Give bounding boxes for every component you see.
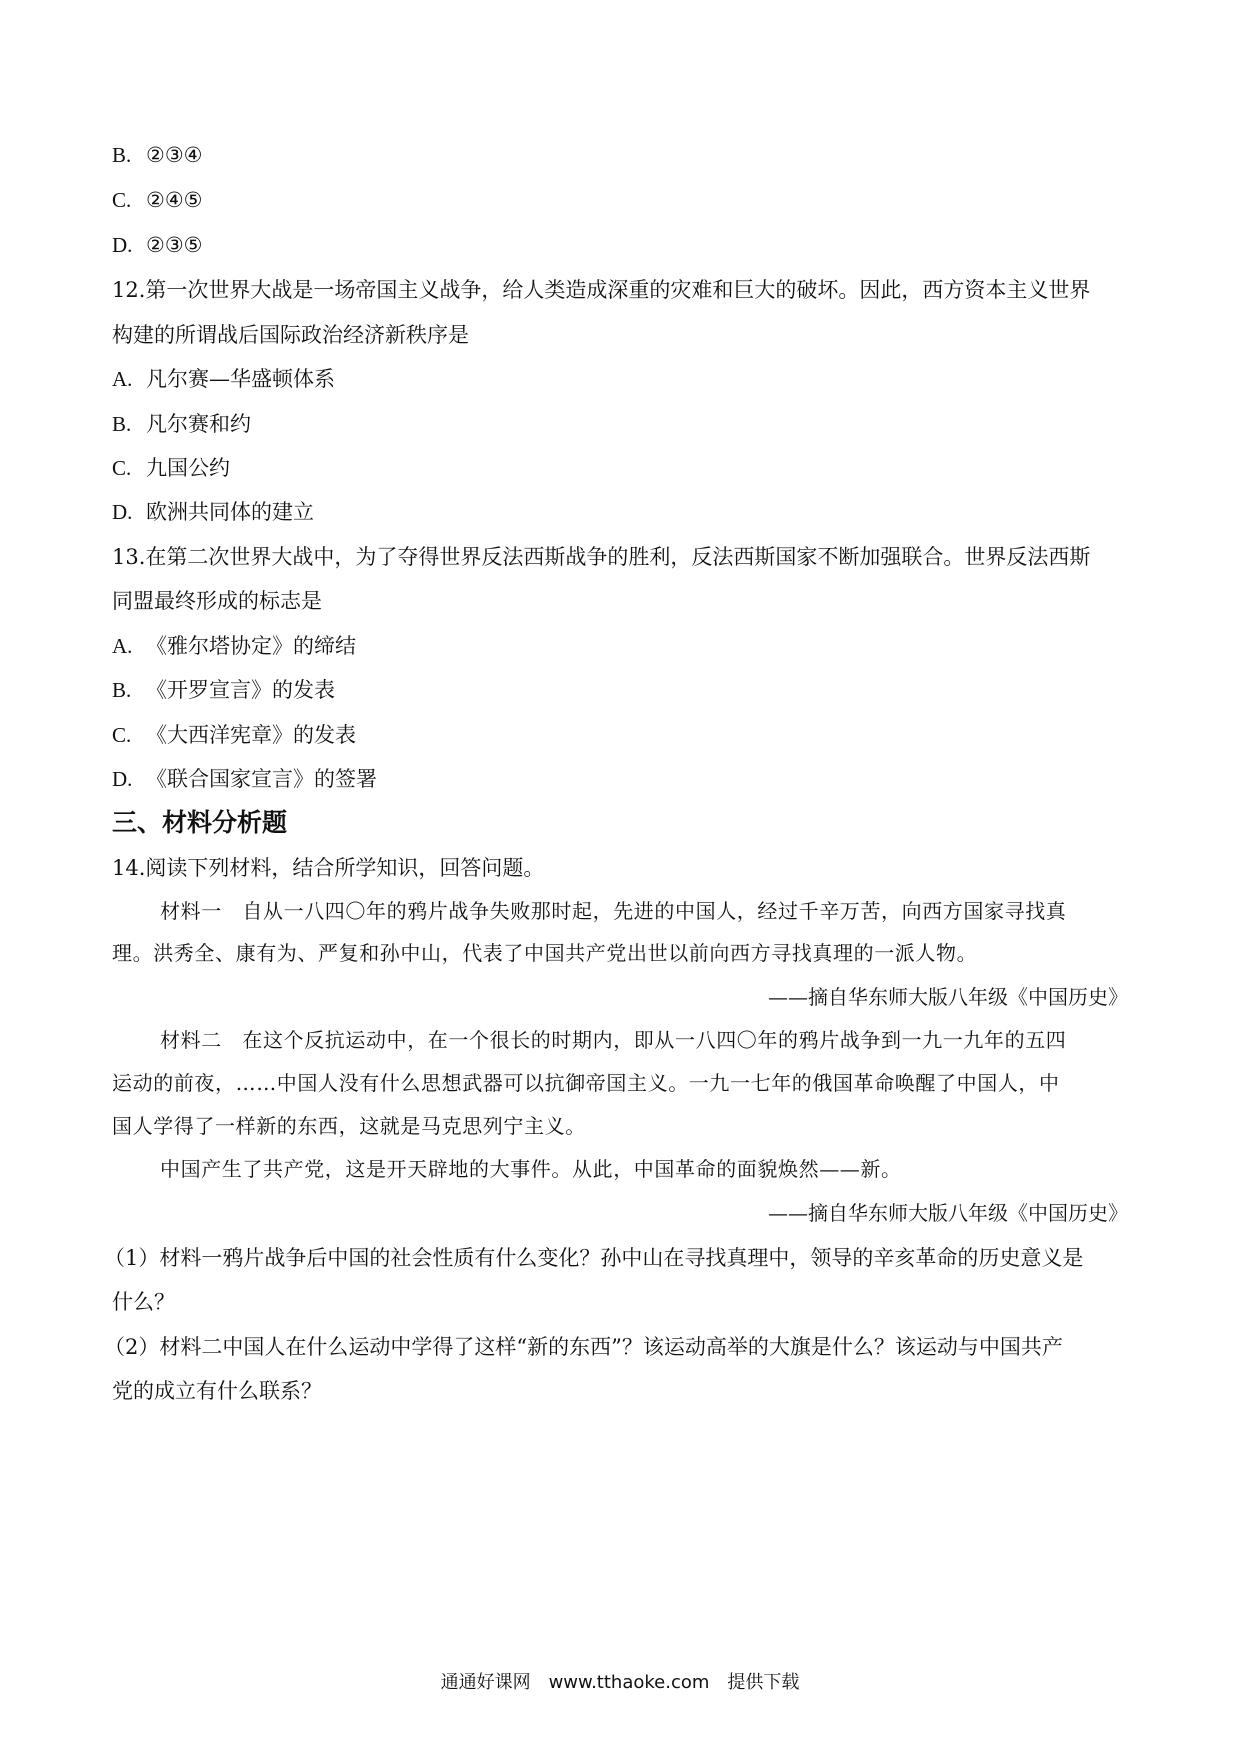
material1-line1: 材料一 自从一八四〇年的鸦片战争失败那时起，先进的中国人，经过千辛万苦，向西方国家寻找真 xyxy=(160,899,1067,923)
option-text: 《大西洋宪章》的发表 xyxy=(146,723,356,747)
q12-option-a xyxy=(112,364,335,394)
option-letter: A. xyxy=(112,367,133,391)
option-letter: B. xyxy=(112,143,132,167)
option-text: 欧洲共同体的建立 xyxy=(146,500,314,524)
q12-option-d xyxy=(112,497,314,527)
q14-sub1-line1: （1）材料一鸦片战争后中国的社会性质有什么变化？孙中山在寻找真理中，领导的辛亥革命的历史意义是 xyxy=(104,1246,1084,1270)
option-text: 《开罗宣言》的发表 xyxy=(146,678,335,702)
material2-line1: 材料二 在这个反抗运动中，在一个很长的时期内，即从一八四〇年的鸦片战争到一九一九年的五四 xyxy=(160,1028,1067,1052)
q14-sub2-line1: （2）材料二中国人在什么运动中学得了这样“新的东西”？该运动高举的大旗是什么？该运动与中国共产 xyxy=(104,1335,1063,1359)
material2-line2: 运动的前夜，……中国人没有什么思想武器可以抗御帝国主义。一九一七年的俄国革命唤醒了中国人，中 xyxy=(112,1071,1060,1095)
section-title: 三、材料分析题 xyxy=(112,808,288,837)
q12-option-c xyxy=(112,453,230,483)
option-text: 《雅尔塔协定》的缔结 xyxy=(146,634,356,658)
material2-source: ——摘自华东师大版八年级《中国历史》 xyxy=(768,1201,1128,1225)
option-letter: C. xyxy=(112,456,132,480)
q13-option-b xyxy=(112,675,335,705)
option-text: 《联合国家宣言》的签署 xyxy=(146,767,377,791)
q13-option-d xyxy=(112,764,377,794)
option-letter: B. xyxy=(112,412,132,436)
q12-option-b xyxy=(112,409,251,439)
q11-option-c xyxy=(112,185,202,215)
material2-line4: 中国产生了共产党，这是开天辟地的大事件。从此，中国革命的面貌焕然——新。 xyxy=(160,1157,902,1181)
q11-option-b xyxy=(112,140,202,170)
material1-line2: 理。洪秀全、康有为、严复和孙中山，代表了中国共产党出世以前向西方寻找真理的一派人物。 xyxy=(112,941,978,965)
option-text: ②④⑤ xyxy=(146,188,203,212)
q14-sub2-line2: 党的成立有什么联系？ xyxy=(112,1379,322,1403)
option-text: ②③⑤ xyxy=(146,233,203,257)
q13-stem-line1: 13.在第二次世界大战中，为了夺得世界反法西斯战争的胜利，反法西斯国家不断加强联合。世界反法西斯 xyxy=(112,545,1091,569)
q11-option-d xyxy=(112,230,202,260)
option-letter: C. xyxy=(112,723,132,747)
q12-stem-line1: 12.第一次世界大战是一场帝国主义战争，给人类造成深重的灾难和巨大的破坏。因此，西方资本主义世界 xyxy=(112,278,1091,302)
q13-option-a xyxy=(112,631,356,661)
q12-stem-line2: 构建的所谓战后国际政治经济新秩序是 xyxy=(112,323,469,347)
option-letter: D. xyxy=(112,767,133,791)
material1-source: ——摘自华东师大版八年级《中国历史》 xyxy=(768,985,1128,1009)
q13-option-c xyxy=(112,720,356,750)
option-letter: D. xyxy=(112,500,133,524)
option-letter: C. xyxy=(112,188,132,212)
option-letter: B. xyxy=(112,678,132,702)
q14-intro: 14.阅读下列材料，结合所学知识，回答问题。 xyxy=(112,856,545,880)
option-text: 凡尔赛—华盛顿体系 xyxy=(146,367,335,391)
option-text: 凡尔赛和约 xyxy=(146,412,251,436)
option-text: 九国公约 xyxy=(146,456,230,480)
material2-line3: 国人学得了一样新的东西，这就是马克思列宁主义。 xyxy=(112,1114,586,1138)
q13-stem-line2: 同盟最终形成的标志是 xyxy=(112,589,322,613)
option-text: ②③④ xyxy=(146,143,203,167)
q14-sub1-line2: 什么？ xyxy=(112,1290,175,1314)
page-footer: 通通好课网 www.tthaoke.com 提供下载 xyxy=(440,1672,800,1693)
option-letter: D. xyxy=(112,233,133,257)
option-letter: A. xyxy=(112,634,133,658)
